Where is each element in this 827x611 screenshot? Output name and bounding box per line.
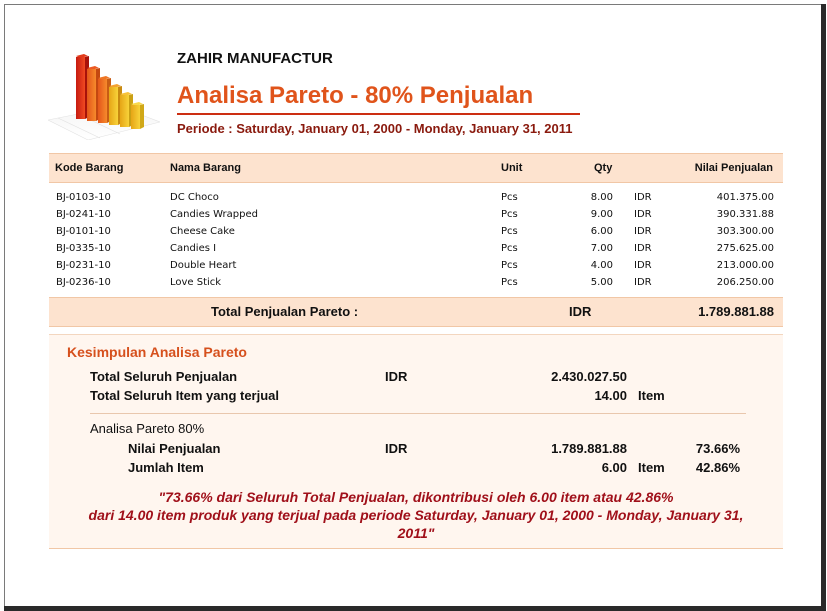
cell-nama: Double Heart [170, 260, 237, 271]
cell-kode: BJ-0103-10 [56, 192, 111, 203]
total-sales-label: Total Seluruh Penjualan [90, 369, 238, 384]
table-row [49, 241, 783, 258]
cell-currency: IDR [634, 260, 652, 271]
cell-currency: IDR [634, 277, 652, 288]
pareto-section-label: Analisa Pareto 80% [90, 421, 205, 436]
cell-qty: 6.00 [590, 226, 613, 237]
cell-currency: IDR [634, 243, 652, 254]
jumlah-item-unit: Item [638, 460, 665, 475]
total-currency: IDR [569, 304, 592, 319]
cell-unit: Pcs [501, 243, 518, 254]
cell-nilai: 401.375.00 [716, 192, 774, 203]
table-row [49, 275, 783, 292]
conclusion-line-3: 2011" [397, 525, 435, 541]
cell-qty: 9.00 [590, 209, 613, 220]
cell-currency: IDR [634, 192, 652, 203]
table-row [49, 207, 783, 224]
nilai-penjualan-percent: 73.66% [695, 441, 740, 456]
column-header-unit: Unit [501, 162, 523, 174]
table-row [49, 224, 783, 241]
cell-nama: Candies Wrapped [170, 209, 258, 220]
cell-currency: IDR [634, 226, 652, 237]
cell-unit: Pcs [501, 226, 518, 237]
total-label: Total Penjualan Pareto : [211, 304, 359, 319]
jumlah-item-percent: 42.86% [695, 460, 740, 475]
cell-nama: DC Choco [170, 192, 219, 203]
company-name: ZAHIR MANUFACTUR [177, 50, 333, 67]
jumlah-item-label: Jumlah Item [128, 460, 204, 475]
cell-nilai: 213.000.00 [716, 260, 774, 271]
table-header [49, 153, 783, 183]
cell-unit: Pcs [501, 192, 518, 203]
summary-title: Kesimpulan Analisa Pareto [67, 344, 247, 360]
cell-kode: BJ-0236-10 [56, 277, 111, 288]
jumlah-item-value: 6.00 [601, 460, 627, 475]
total-sales-value: 2.430.027.50 [551, 369, 627, 384]
table-row [49, 190, 783, 207]
report-title: Analisa Pareto - 80% Penjualan [177, 82, 534, 109]
cell-kode: BJ-0335-10 [56, 243, 111, 254]
cell-kode: BJ-0241-10 [56, 209, 111, 220]
cell-nilai: 390.331.88 [716, 209, 774, 220]
bar-chart-logo-icon [48, 48, 160, 140]
cell-unit: Pcs [501, 277, 518, 288]
conclusion-text [62, 488, 770, 542]
report-period: Periode : Saturday, January 01, 2000 - Monday, January 31, 2011 [177, 121, 573, 136]
cell-kode: BJ-0231-10 [56, 260, 111, 271]
total-items-unit: Item [638, 388, 665, 403]
nilai-penjualan-currency: IDR [385, 441, 408, 456]
cell-nilai: 206.250.00 [716, 277, 774, 288]
summary-divider [90, 413, 746, 414]
cell-kode: BJ-0101-10 [56, 226, 111, 237]
cell-nama: Love Stick [170, 277, 222, 288]
total-items-label: Total Seluruh Item yang terjual [90, 388, 280, 403]
total-sales-currency: IDR [385, 369, 408, 384]
nilai-penjualan-value: 1.789.881.88 [551, 441, 627, 456]
column-header-nilai: Nilai Penjualan [694, 162, 773, 174]
page-shadow-right [821, 4, 826, 607]
title-underline [177, 113, 580, 115]
cell-nilai: 275.625.00 [716, 243, 774, 254]
cell-unit: Pcs [501, 209, 518, 220]
column-header-nama: Nama Barang [170, 162, 241, 174]
page-shadow-bottom [4, 606, 826, 611]
total-items-value: 14.00 [594, 388, 627, 403]
column-header-qty: Qty [594, 162, 613, 174]
cell-qty: 7.00 [590, 243, 613, 254]
cell-qty: 8.00 [590, 192, 613, 203]
column-header-kode: Kode Barang [55, 162, 124, 174]
cell-currency: IDR [634, 209, 652, 220]
nilai-penjualan-label: Nilai Penjualan [128, 441, 221, 456]
conclusion-line-1: "73.66% dari Seluruh Total Penjualan, dikontribusi oleh 6.00 item atau 42.86% [158, 489, 674, 505]
table-row [49, 258, 783, 275]
cell-nama: Candies I [170, 243, 217, 254]
conclusion-line-2: dari 14.00 item produk yang terjual pada periode Saturday, January 01, 2000 - Monday, January 31, [88, 507, 744, 523]
cell-nilai: 303.300.00 [716, 226, 774, 237]
cell-unit: Pcs [501, 260, 518, 271]
total-pareto-row [49, 297, 783, 327]
cell-qty: 5.00 [590, 277, 613, 288]
cell-qty: 4.00 [590, 260, 613, 271]
cell-nama: Cheese Cake [170, 226, 235, 237]
total-value: 1.789.881.88 [698, 304, 774, 319]
